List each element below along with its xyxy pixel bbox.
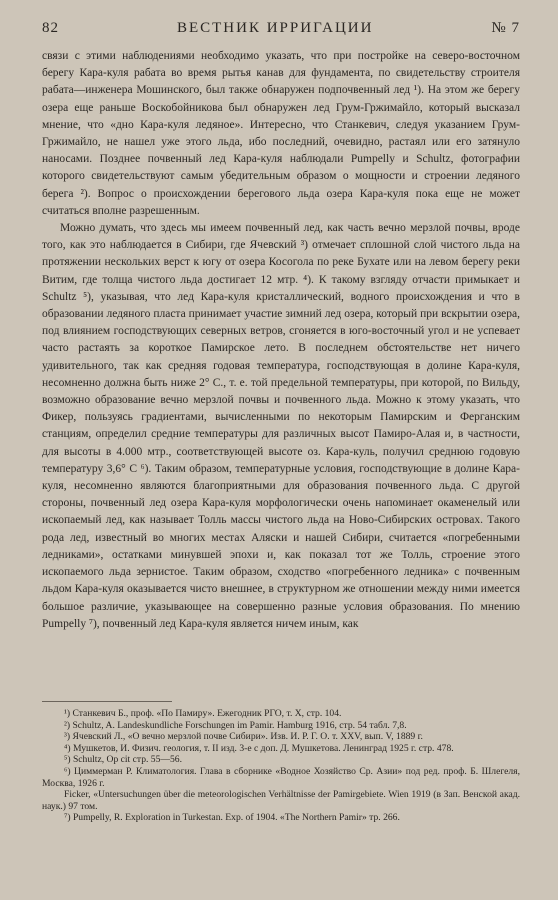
paragraph-1: связи с этими наблюдениями необходимо указать, что при постройке на северо-восточном берегу Кара-куля рабата во время рытья канав для фундамента, по свидетельству строителя рабата—инженера Мошинского, был также обнаружен подпочвенный лед ¹). На этом же берегу озера еще раньше Воскобойникова был обнаружен лед Грум-Гржимайло, который высказал мнение, что «дно Кара-куля ледяное». Интересно, что Станкевич, следуя указанием Грум-Гржимайло, не нашел уже этого льда, ибо последний, очевидно, растаял или его затянуло наносами. Позднее почвенный лед Кара-куля наблюдали Pumpelly и Schultz, фотографии которого свидетельствуют самым убедительным образом о мощности и строении ледяного берега ²). Вопрос о происхождении берегового льда озера Кара-куля пока еще не может считаться вполне разрешенным.	[42, 50, 520, 217]
footnote-2: ²) Schultz, A. Landeskundliche Forschungen im Pamir. Hamburg 1916, стр. 54 табл. 7,8.	[64, 719, 407, 731]
footnote-3: ³) Ячевский Л., «О вечно мерзлой почве Сибири». Изв. И. Р. Г. О. т. XXV, вып. V, 1889 г.	[64, 731, 423, 743]
footnotes	[42, 708, 520, 824]
footnote-6-continued: Ficker, «Untersuchungen über die meteorologischen Verhältnisse der Pamirgebiete. Wien 1919 (в Зап. Венской акад. наук.) 97 том.	[42, 789, 520, 812]
footnote-5: ⁵) Schultz, Op cit стр. 55—56.	[64, 754, 182, 766]
footnote-6: ⁶) Циммерман Р. Климатология. Глава в сборнике «Водное Хозяйство Ср. Азии» под ред. проф. Б. Шлегеля, Москва, 1926 г.	[42, 765, 520, 789]
footnote-4: ⁴) Мушкетов, И. Физич. геология, т. II изд. 3-е с доп. Д. Мушкетова. Ленинград 1925 г. стр. 478.	[64, 742, 454, 754]
issue-number: № 7	[491, 20, 520, 36]
journal-title: ВЕСТНИК ИРРИГАЦИИ	[176, 20, 374, 36]
paragraph-2: Можно думать, что здесь мы имеем почвенный лед, как часть вечно мерзлой почвы, вроде того, как это наблюдается в Сибири, где Ячевский ³) отмечает сплошной слой чистого льда на протяжении нескольких верст к югу от озера Косогола по реке Бухате или на левом берегу реки Витим, где толща чистого льда достигает 12 мтр. ⁴). К такому взгляду отчасти примыкает и Schultz ⁵), указывая, что лед Кара-куля кристаллический, водного происхождения и что в образовании ледяного пласта принимает участие зимний лед озера, который при вскрытии озера, под влиянием господствующих северных ветров, сгоняется в юго-восточный угол и не успевает часто растаять за короткое Памирское лето. В последнем обстоятельстве нет ничего удивительного, так как средняя годовая температура, господствующая в долине Кара-куля, несомненно должна быть ниже 2° С., т. е. той предельной температуры, при которой, по Вильду, возможно образование вечно мерзлой почвы и почвенного льда. Можно к этому указать, что Фикер, пользуясь градиентами, вычисленными по некоторым Памирским и Ферганским станциям, определил средние температуры для различных высот Памиро-Алая и, в частности, для высоты в 4.000 мтр., соответствующей высоте оз. Кара-куль, получил среднюю годовую температуру 3,6° С ⁶). Таким образом, температурные условия, господствующие в долине Кара-куля, несомненно являются благоприятными для образования почвенного льда. С другой стороны, почвенный лед озера Кара-куля морфологически очень напоминает окаменелый или ископаемый лед, как называет Толль массы чистого льда на Ново-Сибирских островах. Такого рода лед, известный во многих местах Аляски и нашей Сибири, считается «погребенными ледниками», остатками минувшей эпохи и, как показал тот же Толль, строение этого ископаемого льда зернистое. Таким образом, сходство «погребенного ледника» с почвенным льдом Кара-куля оказывается чисто внешнее, в структурном же отношении между ними имеется большое различие, указывающее на совершенно разные условия образования. По мнению Pumpelly ⁷), почвенный лед Кара-куля является ничем иным, как	[42, 222, 520, 630]
body-text	[42, 48, 520, 633]
footnote-7: ⁷) Pumpelly, R. Exploration in Turkestan. Exp. of 1904. «The Northern Pamir» тр. 266.	[64, 812, 400, 824]
footnote-1: ¹) Станкевич Б., проф. «По Памиру». Ежегодник РГО, т. Х, стр. 104.	[64, 708, 342, 719]
footnote-divider	[42, 701, 172, 702]
page-number: 82	[42, 20, 59, 36]
running-header	[42, 20, 520, 46]
